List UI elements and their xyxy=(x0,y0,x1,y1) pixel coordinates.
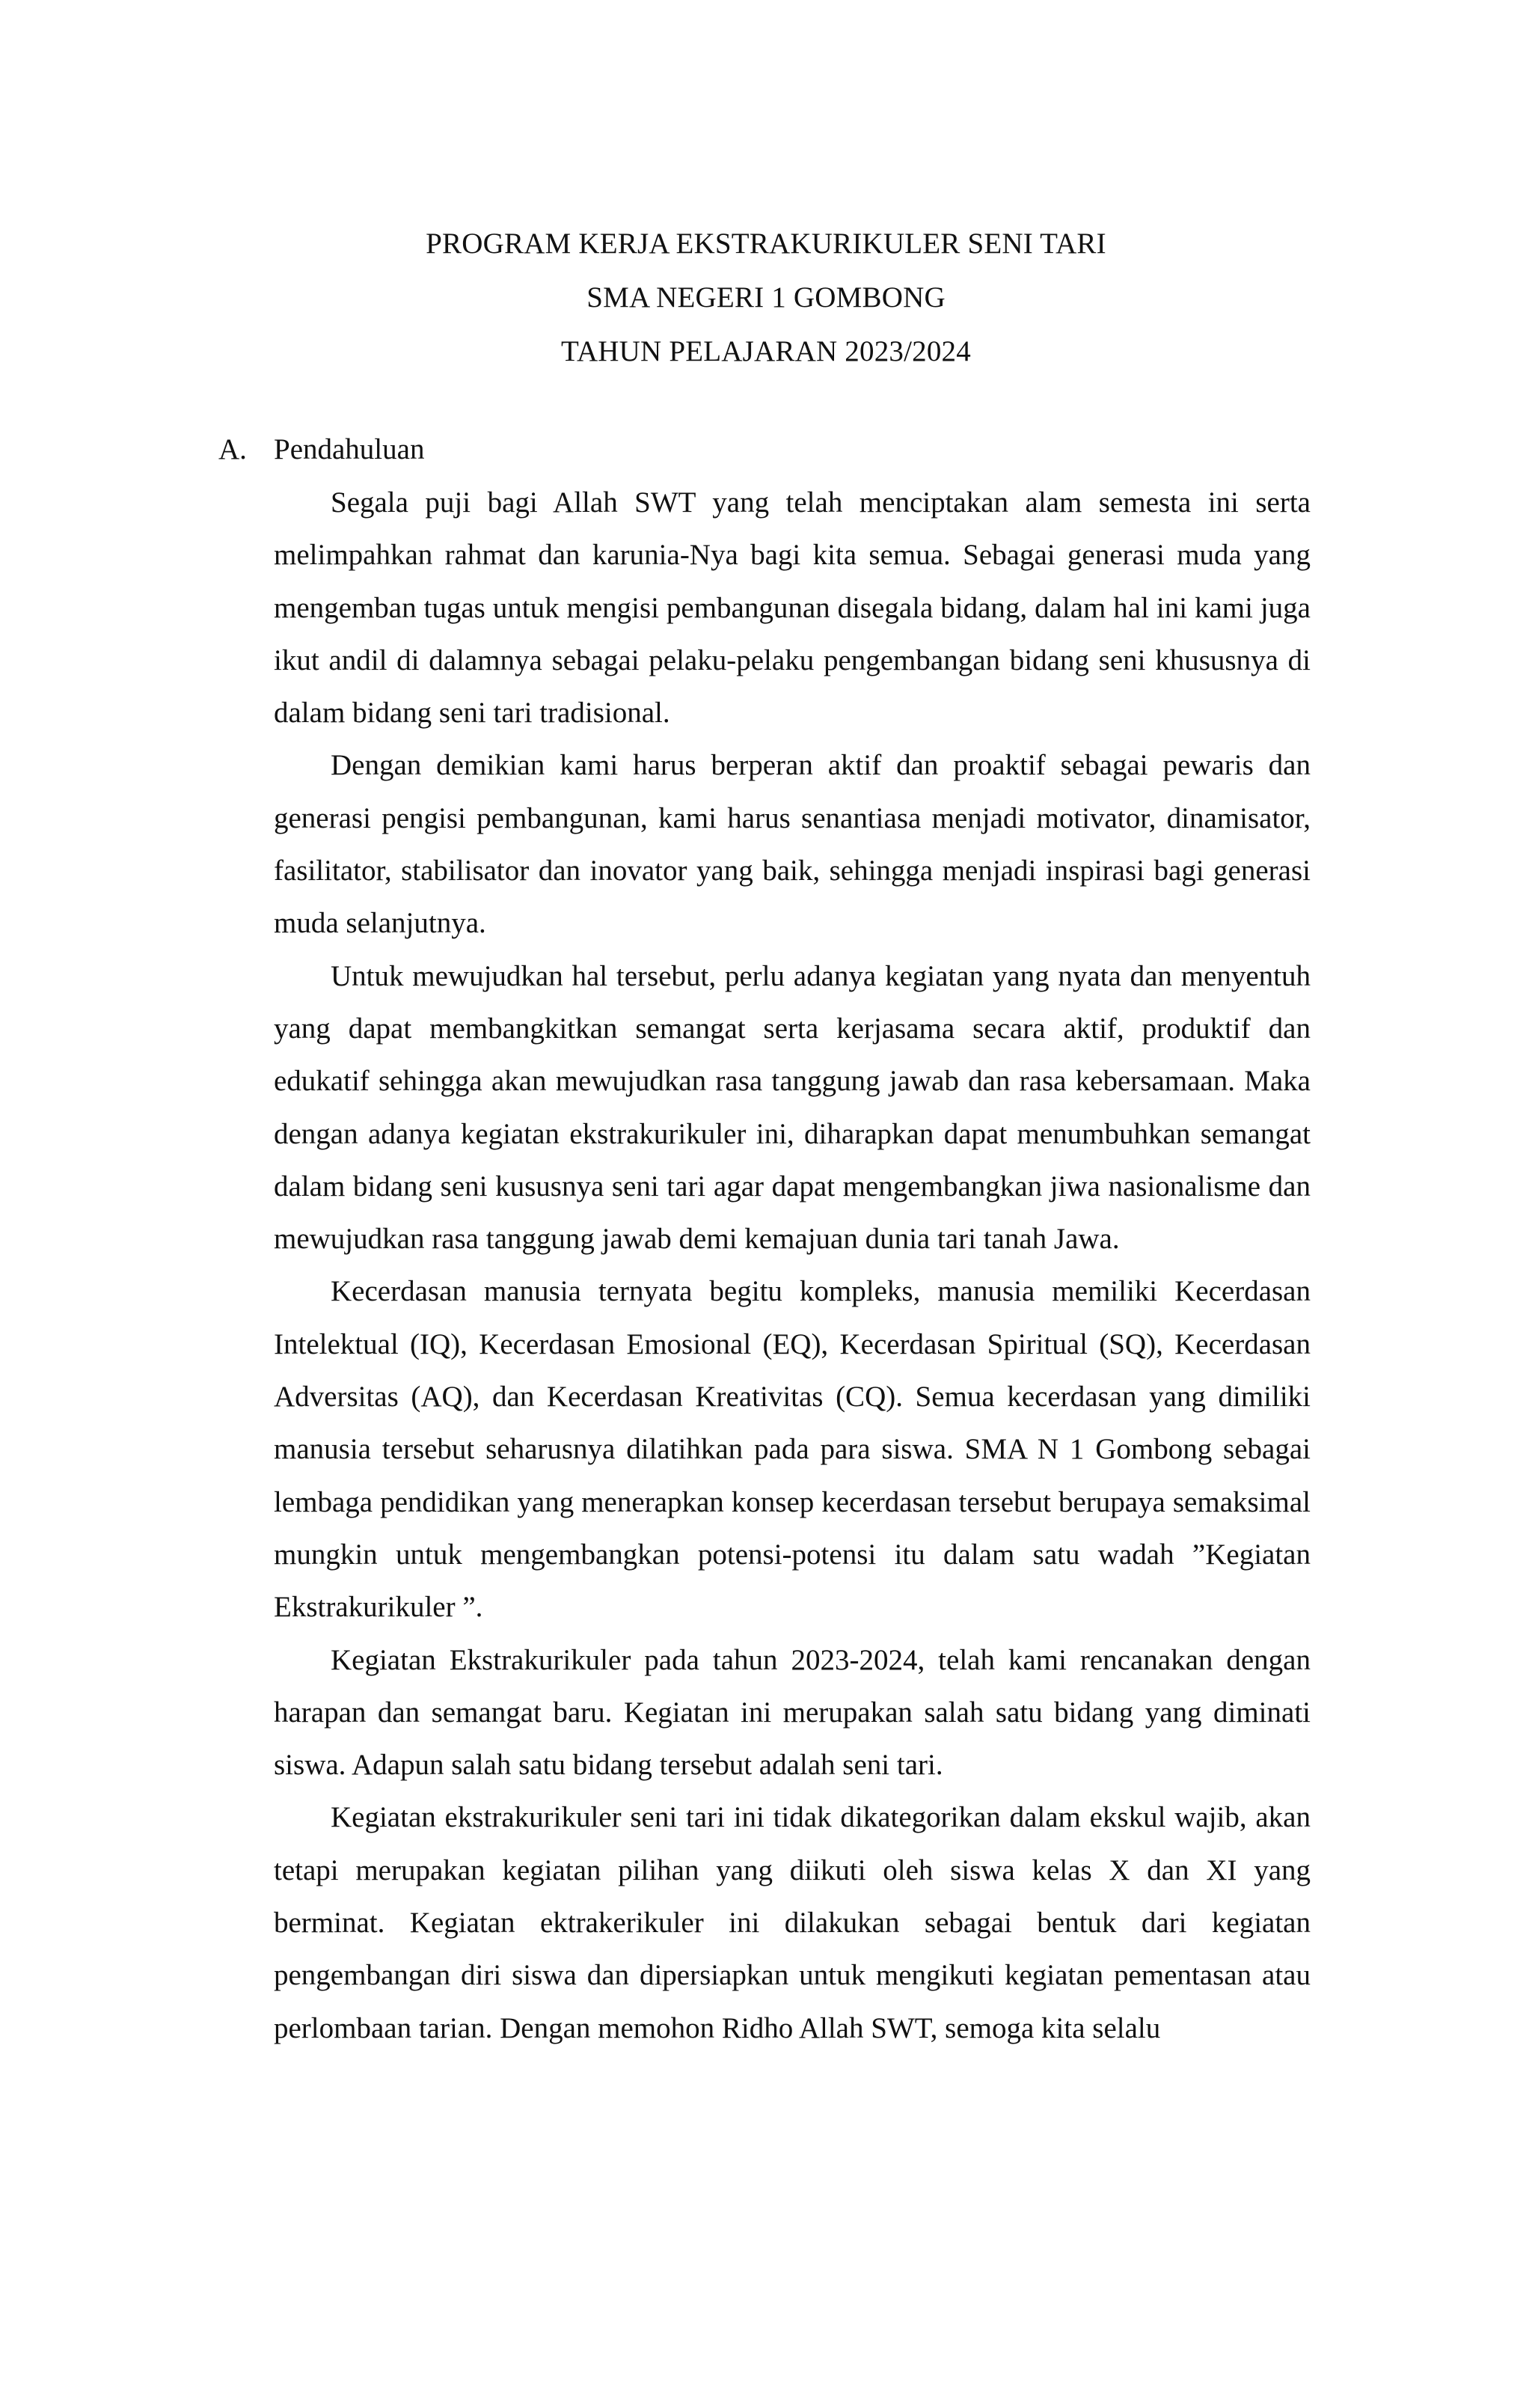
title-line-school: SMA NEGERI 1 GOMBONG xyxy=(586,281,946,314)
paragraph-intro: Segala puji bagi Allah SWT yang telah menciptakan alam semesta ini serta melimpahkan rahmat dan karunia-Nya bagi kita semua. Sebagai generasi muda yang mengemban tugas untuk mengisi pembangunan disegala bidang, dalam hal ini kami juga ikut andil di dalamnya sebagai pelaku-pelaku pengembangan bidang seni khususnya di dalam bidang seni tari tradisional. xyxy=(274,486,1311,730)
document-title xyxy=(0,217,1532,379)
title-line-program: PROGRAM KERJA EKSTRAKURIKULER SENI TARI xyxy=(426,227,1106,260)
section-title: Pendahuluan xyxy=(274,433,425,465)
paragraph-activity: Kegiatan ekstrakurikuler seni tari ini tidak dikategorikan dalam ekskul wajib, akan tetapi merupakan kegiatan pilihan yang diikuti oleh siswa kelas X dan XI yang berminat. Kegiatan ektrakerikuler ini dilakukan sebagai bentuk dari kegiatan pengembangan diri siswa dan dipersiapkan untuk mengikuti kegiatan pementasan atau perlombaan tarian. Dengan memohon Ridho Allah SWT, semoga kita selalu xyxy=(274,1801,1311,2044)
section-heading xyxy=(218,423,424,477)
paragraph-goals: Untuk mewujudkan hal tersebut, perlu adanya kegiatan yang nyata dan menyentuh yang dapat membangkitkan semangat serta kerjasama secara aktif, produktif dan edukatif sehingga akan mewujudkan rasa tanggung jawab dan rasa kebersamaan. Maka dengan adanya kegiatan ekstrakurikuler ini, diharapkan dapat menumbuhkan semangat dalam bidang seni kususnya seni tari agar dapat mengembangkan jiwa nasionalisme dan mewujudkan rasa tanggung jawab demi kemajuan dunia tari tanah Jawa. xyxy=(274,959,1311,1256)
title-line-year: TAHUN PELAJARAN 2023/2024 xyxy=(561,335,971,367)
paragraph-role: Dengan demikian kami harus berperan aktif dan proaktif sebagai pewaris dan generasi pengisi pembangunan, kami harus senantiasa menjadi motivator, dinamisator, fasilitator, stabilisator dan inovator yang baik, sehingga menjadi inspirasi bagi generasi muda selanjutnya. xyxy=(274,749,1311,940)
body-text xyxy=(274,477,1311,2055)
section-label: A. xyxy=(218,433,247,465)
paragraph-intelligence: Kecerdasan manusia ternyata begitu kompleks, manusia memiliki Kecerdasan Intelektual (IQ), Kecerdasan Emosional (EQ), Kecerdasan Spiritual (SQ), Kecerdasan Adversitas (AQ), dan Kecerdasan Kreativitas (CQ). Semua kecerdasan yang dimiliki manusia tersebut seharusnya dilatihkan pada para siswa. SMA N 1 Gombong sebagai lembaga pendidikan yang menerapkan konsep kecerdasan tersebut berupaya semaksimal mungkin untuk mengembangkan potensi-potensi itu dalam satu wadah ”Kegiatan Ekstrakurikuler ”. xyxy=(274,1275,1311,1624)
paragraph-plan: Kegiatan Ekstrakurikuler pada tahun 2023-2024, telah kami rencanakan dengan harapan dan semangat baru. Kegiatan ini merupakan salah satu bidang yang diminati siswa. Adapun salah satu bidang tersebut adalah seni tari. xyxy=(274,1643,1311,1782)
